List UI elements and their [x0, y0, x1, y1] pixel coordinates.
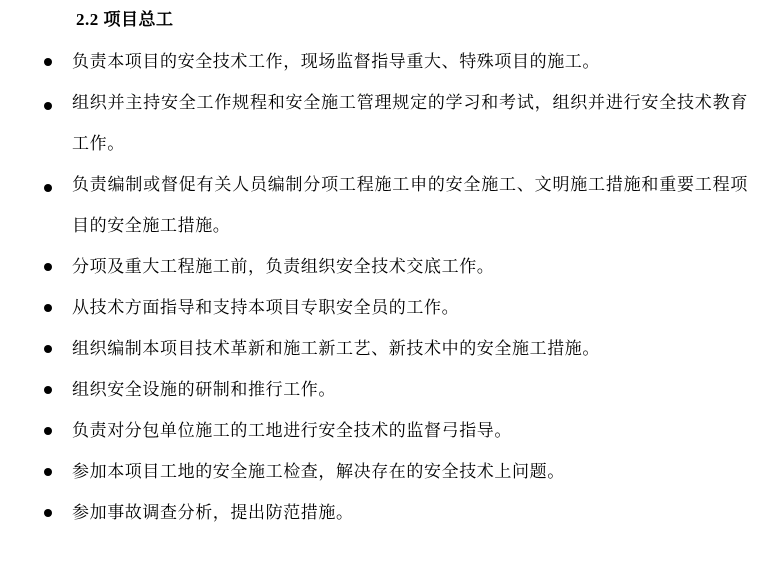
- list-item-text: 从技术方面指导和支持本项目专职安全员的工作。: [72, 298, 460, 318]
- list-item-text: 负责本项目的安全技术工作，现场监督指导重大、特殊项目的施工。: [72, 52, 600, 72]
- list-item-text: 参加事故调查分析，提出防范措施。: [72, 503, 354, 523]
- bullet-dot-icon: [44, 304, 52, 312]
- bullet-dot-icon: [44, 184, 52, 192]
- list-item: [0, 492, 760, 533]
- list-item-text: 组织安全设施的研制和推行工作。: [72, 380, 336, 400]
- bullet-dot-icon: [44, 263, 52, 271]
- bullet-dot-icon: [44, 386, 52, 394]
- list-item-text: 分项及重大工程施工前，负责组织安全技术交底工作。: [72, 257, 495, 277]
- list-item: [0, 246, 760, 287]
- bullet-dot-icon: [44, 468, 52, 476]
- list-item: [0, 41, 760, 82]
- list-item: [0, 369, 760, 410]
- document-page: [0, 10, 760, 588]
- list-item: [0, 451, 760, 492]
- list-item: [0, 410, 760, 451]
- bullet-dot-icon: [44, 58, 52, 66]
- bullet-dot-icon: [44, 427, 52, 435]
- list-item: [0, 328, 760, 369]
- page-title: 2.2 项目总工: [76, 10, 174, 29]
- list-item-text: 负责对分包单位施工的工地进行安全技术的监督弓指导。: [72, 421, 512, 441]
- list-item-text: 组织编制本项目技术革新和施工新工艺、新技术中的安全施工措施。: [72, 339, 600, 359]
- list-item: [0, 164, 760, 246]
- bullet-dot-icon: [44, 345, 52, 353]
- list-item-text: 负责编制或督促有关人员编制分项工程施工申的安全施工、文明施工措施和重要工程项目的安全施工措施。: [72, 175, 748, 236]
- list-item-text: 参加本项目工地的安全施工检查，解决存在的安全技术上问题。: [72, 462, 565, 482]
- list-item: [0, 287, 760, 328]
- list-item-text: 组织并主持安全工作规程和安全施工管理规定的学习和考试，组织并进行安全技术教育工作。: [72, 93, 748, 154]
- responsibility-list: [0, 41, 760, 533]
- list-item: [0, 82, 760, 164]
- bullet-dot-icon: [44, 509, 52, 517]
- bullet-dot-icon: [44, 102, 52, 110]
